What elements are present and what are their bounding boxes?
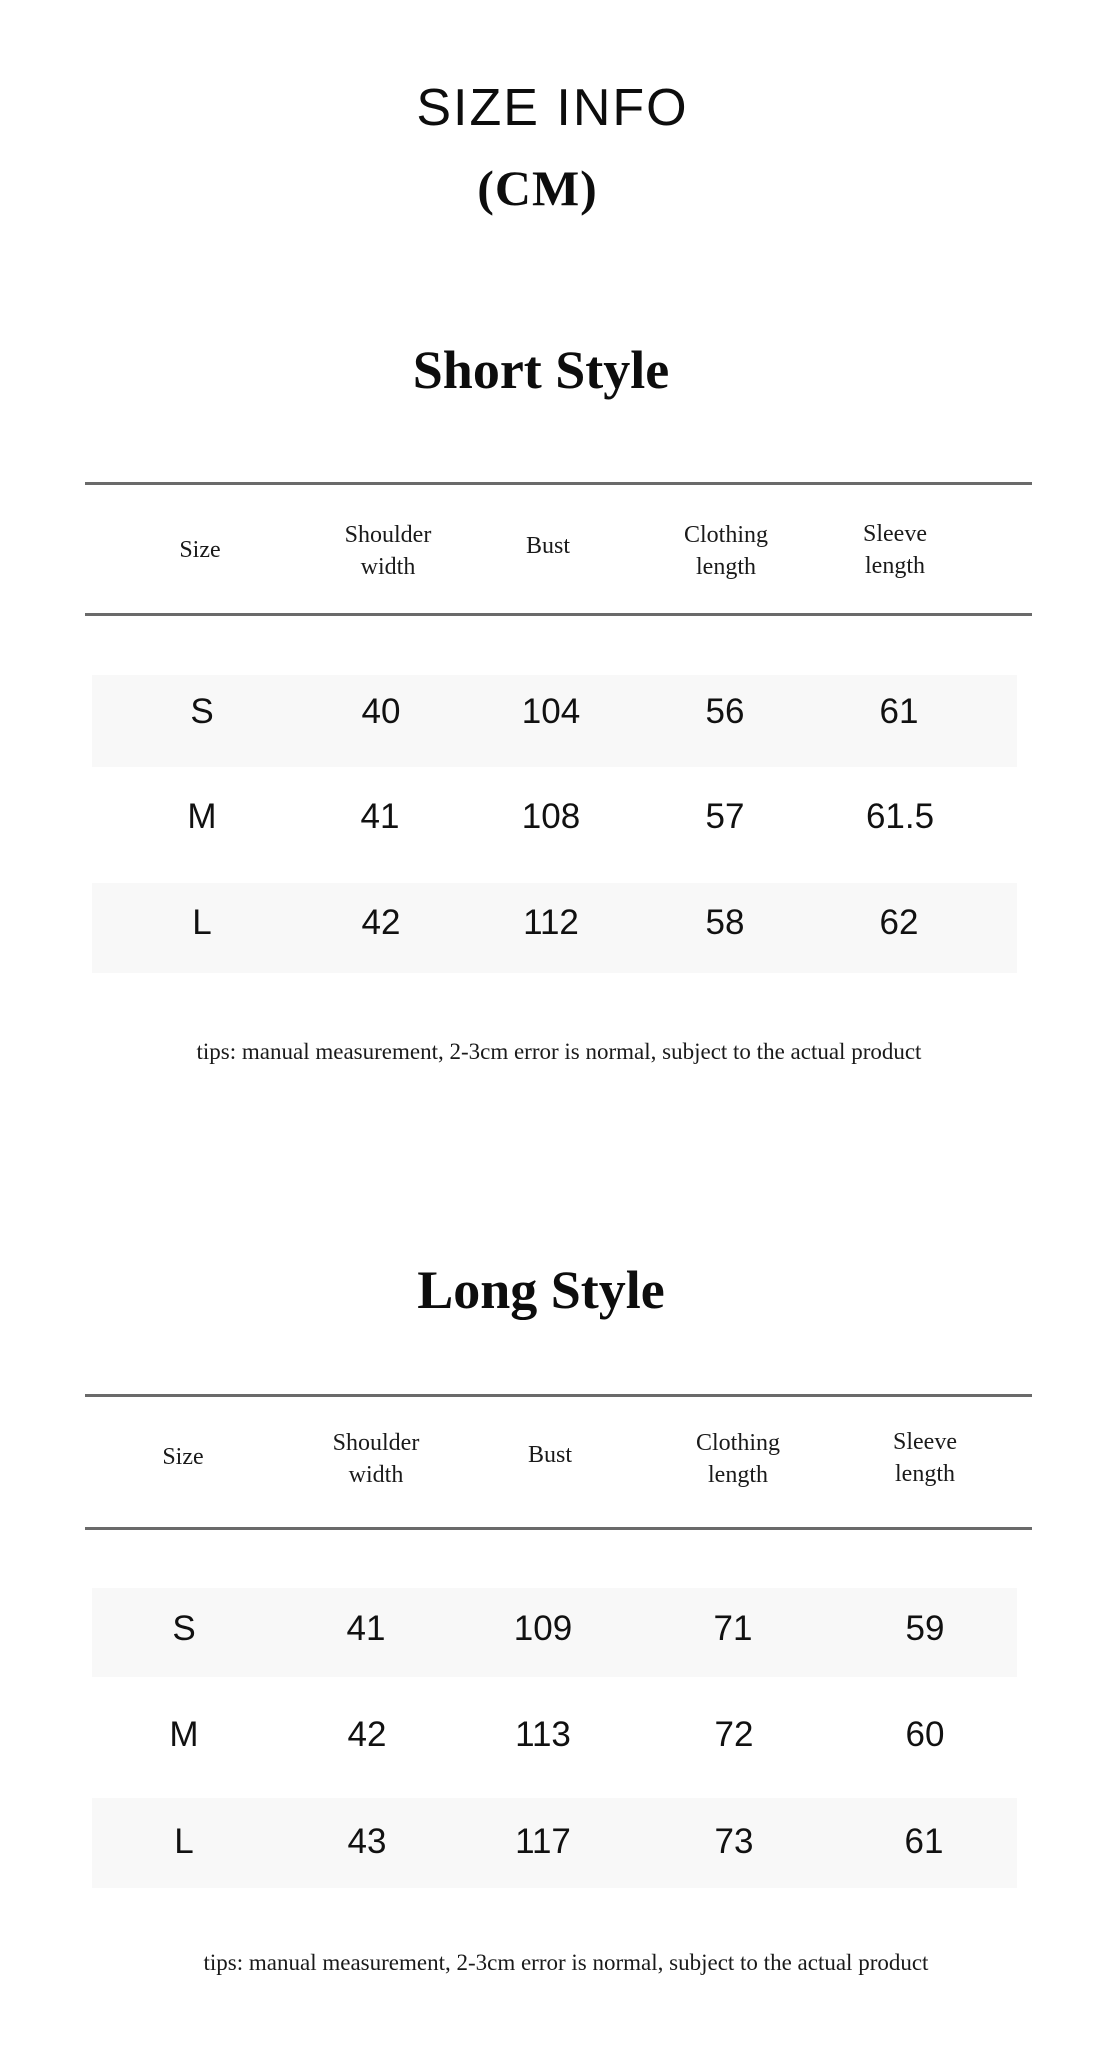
cell-size: L <box>174 1822 194 1861</box>
measurement-tips: tips: manual measurement, 2-3cm error is normal, subject to the actual product <box>196 1039 922 1064</box>
column-header-clothing-length: Clothing length <box>683 522 768 580</box>
column-header-size: Size <box>162 1444 204 1470</box>
cell-bust: 109 <box>513 1609 573 1648</box>
column-header-bust: Bust <box>525 533 570 559</box>
section-title-short: Short Style <box>412 340 670 400</box>
column-header-shoulder-width: Shoulder width <box>344 522 432 580</box>
cell-size: S <box>172 1609 196 1648</box>
column-header-sleeve-length: Sleeve length <box>893 1429 957 1487</box>
cell-size: M <box>187 797 217 836</box>
cell-size: M <box>169 1715 199 1754</box>
column-header-bust: Bust <box>527 1442 572 1468</box>
cell-sleeve-length: 60 <box>905 1715 945 1754</box>
cell-clothing-length: 57 <box>705 797 745 836</box>
cell-sleeve-length: 62 <box>879 903 919 942</box>
cell-sleeve-length: 61.5 <box>865 797 935 836</box>
cell-bust: 113 <box>515 1715 571 1754</box>
cell-sleeve-length: 61 <box>904 1822 944 1861</box>
page-title: SIZE INFO <box>416 79 689 137</box>
cell-clothing-length: 58 <box>705 903 745 942</box>
table-header-rule <box>85 613 1032 616</box>
table-top-rule <box>85 482 1032 485</box>
cell-clothing-length: 72 <box>714 1715 754 1754</box>
cell-shoulder-width: 42 <box>361 903 401 942</box>
cell-sleeve-length: 61 <box>879 692 919 731</box>
column-header-clothing-length: Clothing length <box>695 1430 780 1488</box>
cell-shoulder-width: 41 <box>360 797 400 836</box>
measurement-tips: tips: manual measurement, 2-3cm error is normal, subject to the actual product <box>203 1950 929 1975</box>
cell-bust: 112 <box>523 903 579 942</box>
table-header-rule <box>85 1527 1032 1530</box>
cell-shoulder-width: 41 <box>346 1609 386 1648</box>
cell-sleeve-length: 59 <box>905 1609 945 1648</box>
column-header-sleeve-length: Sleeve length <box>863 521 927 579</box>
cell-bust: 108 <box>521 797 581 836</box>
cell-clothing-length: 73 <box>714 1822 754 1861</box>
cell-bust: 117 <box>515 1822 571 1861</box>
cell-size: S <box>190 692 214 731</box>
cell-clothing-length: 56 <box>705 692 745 731</box>
cell-shoulder-width: 42 <box>347 1715 387 1754</box>
column-header-shoulder-width: Shoulder width <box>332 1430 420 1488</box>
cell-clothing-length: 71 <box>713 1609 753 1648</box>
cell-shoulder-width: 43 <box>347 1822 387 1861</box>
unit-label: (CM) <box>477 160 598 216</box>
cell-size: L <box>192 903 212 942</box>
table-top-rule <box>85 1394 1032 1397</box>
cell-shoulder-width: 40 <box>361 692 401 731</box>
cell-bust: 104 <box>521 692 581 731</box>
column-header-size: Size <box>179 537 221 563</box>
section-title-long: Long Style <box>417 1260 665 1320</box>
